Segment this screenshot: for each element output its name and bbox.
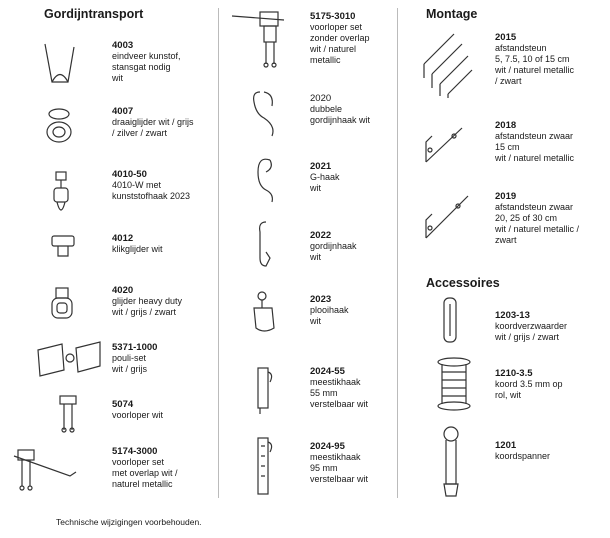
- product-code: 1203-13: [495, 310, 530, 321]
- product-item: [112, 342, 157, 375]
- product-code: 2020: [310, 93, 332, 104]
- product-code: 4012: [112, 233, 134, 244]
- column-divider-1: [218, 8, 219, 498]
- product-description: klikglijder wit: [112, 244, 163, 254]
- product-code: 1201: [495, 440, 517, 451]
- product-code: 5371-1000: [112, 342, 158, 353]
- product-code: 4020: [112, 285, 134, 296]
- product-item: [310, 230, 357, 263]
- product-item: [495, 120, 574, 164]
- product-description: afstandsteun zwaar 15 cm wit / naturel metallic: [495, 131, 575, 163]
- product-description: koord 3.5 mm op rol, wit: [495, 379, 563, 400]
- double-hook-icon: [250, 88, 284, 140]
- glider-with-hook-icon: [48, 170, 74, 220]
- end-spring-icon: [40, 42, 80, 87]
- product-description: dubbele gordijnhaak wit: [310, 104, 371, 125]
- product-item: [112, 233, 163, 255]
- product-description: koordspanner: [495, 451, 551, 461]
- product-description: draaiglijder wit / grijs / zilver / zwart: [112, 117, 194, 138]
- product-item: [112, 399, 163, 421]
- click-glider-icon: [48, 232, 78, 260]
- product-description: 4010-W met kunststofhaak 2023: [112, 180, 191, 201]
- product-code: 2015: [495, 32, 517, 43]
- sew-on-hook-55-icon: [254, 366, 276, 416]
- swivel-glider-icon: [44, 106, 74, 146]
- product-item: [495, 440, 550, 462]
- product-item: [495, 310, 567, 343]
- section-heading-gordijntransport: Gordijntransport: [44, 7, 144, 21]
- product-description: plooihaak wit: [310, 305, 349, 326]
- product-description: meestikhaak 55 mm verstelbaar wit: [310, 377, 369, 409]
- product-item: [310, 161, 340, 194]
- product-description: meestikhaak 95 mm verstelbaar wit: [310, 452, 369, 484]
- product-code: 5175-3010: [310, 11, 356, 22]
- product-description: voorloper wit: [112, 410, 164, 420]
- heavy-spacer-bracket-icon: [420, 122, 468, 170]
- product-code: 4007: [112, 106, 134, 117]
- product-description: G-haak wit: [310, 172, 340, 193]
- product-item: [112, 106, 194, 139]
- product-item: [310, 441, 368, 485]
- product-item: [310, 294, 349, 327]
- product-description: pouli-set wit / grijs: [112, 353, 148, 374]
- product-code: 5174-3000: [112, 446, 158, 457]
- product-code: 2024-95: [310, 441, 345, 452]
- product-item: [112, 285, 182, 318]
- product-description: gordijnhaak wit: [310, 241, 357, 262]
- product-description: voorloper set met overlap wit / naturel metallic: [112, 457, 178, 489]
- product-description: afstandsteun zwaar 20, 25 of 30 cm wit / naturel metallic / zwart: [495, 202, 580, 245]
- product-code: 4010-50: [112, 169, 147, 180]
- product-code: 4003: [112, 40, 134, 51]
- product-description: glijder heavy duty wit / grijs / zwart: [112, 296, 183, 317]
- product-item: [310, 11, 370, 66]
- product-description: voorloper set zonder overlap wit / naturel metallic: [310, 22, 370, 65]
- product-code: 2024-55: [310, 366, 345, 377]
- product-code: 2018: [495, 120, 517, 131]
- pleat-hook-icon: [248, 290, 282, 336]
- product-description: koordverzwaarder wit / grijs / zwart: [495, 321, 568, 342]
- product-code: 2021: [310, 161, 332, 172]
- product-code: 2022: [310, 230, 332, 241]
- product-code: 2019: [495, 191, 517, 202]
- product-item: [310, 93, 370, 126]
- master-carrier-overlap-icon: [10, 446, 80, 496]
- section-heading-montage: Montage: [426, 7, 478, 21]
- master-carrier-icon: [56, 394, 80, 434]
- heavy-duty-glider-icon: [48, 286, 78, 322]
- product-description: afstandsteun 5, 7.5, 10 of 15 cm wit / naturel metallic / zwart: [495, 43, 575, 86]
- product-description: eindveer kunstof, stansgat nodig wit: [112, 51, 181, 83]
- section-heading-accessoires: Accessoires: [426, 276, 500, 290]
- product-item: [310, 366, 368, 410]
- spacer-bracket-icon: [418, 30, 474, 100]
- cord-weight-icon: [440, 296, 460, 346]
- product-item: [495, 368, 563, 401]
- product-item: [112, 169, 190, 202]
- product-code: 2023: [310, 294, 332, 305]
- column-divider-2: [397, 8, 398, 498]
- curtain-hook-icon: [252, 218, 278, 270]
- cord-tensioner-icon: [436, 424, 466, 500]
- product-code: 1210-3.5: [495, 368, 533, 379]
- footnote: Technische wijzigingen voorbehouden.: [56, 517, 202, 527]
- product-item: [112, 40, 181, 84]
- product-item: [495, 32, 574, 87]
- product-item: [112, 446, 178, 490]
- g-hook-icon: [252, 154, 282, 206]
- sew-on-hook-95-icon: [254, 436, 276, 498]
- product-code: 5074: [112, 399, 134, 410]
- heavy-spacer-bracket-long-icon: [420, 190, 474, 248]
- product-item: [495, 191, 579, 246]
- pulley-set-icon: [34, 340, 104, 380]
- master-carrier-no-overlap-icon: [230, 8, 290, 70]
- cord-reel-icon: [432, 356, 476, 414]
